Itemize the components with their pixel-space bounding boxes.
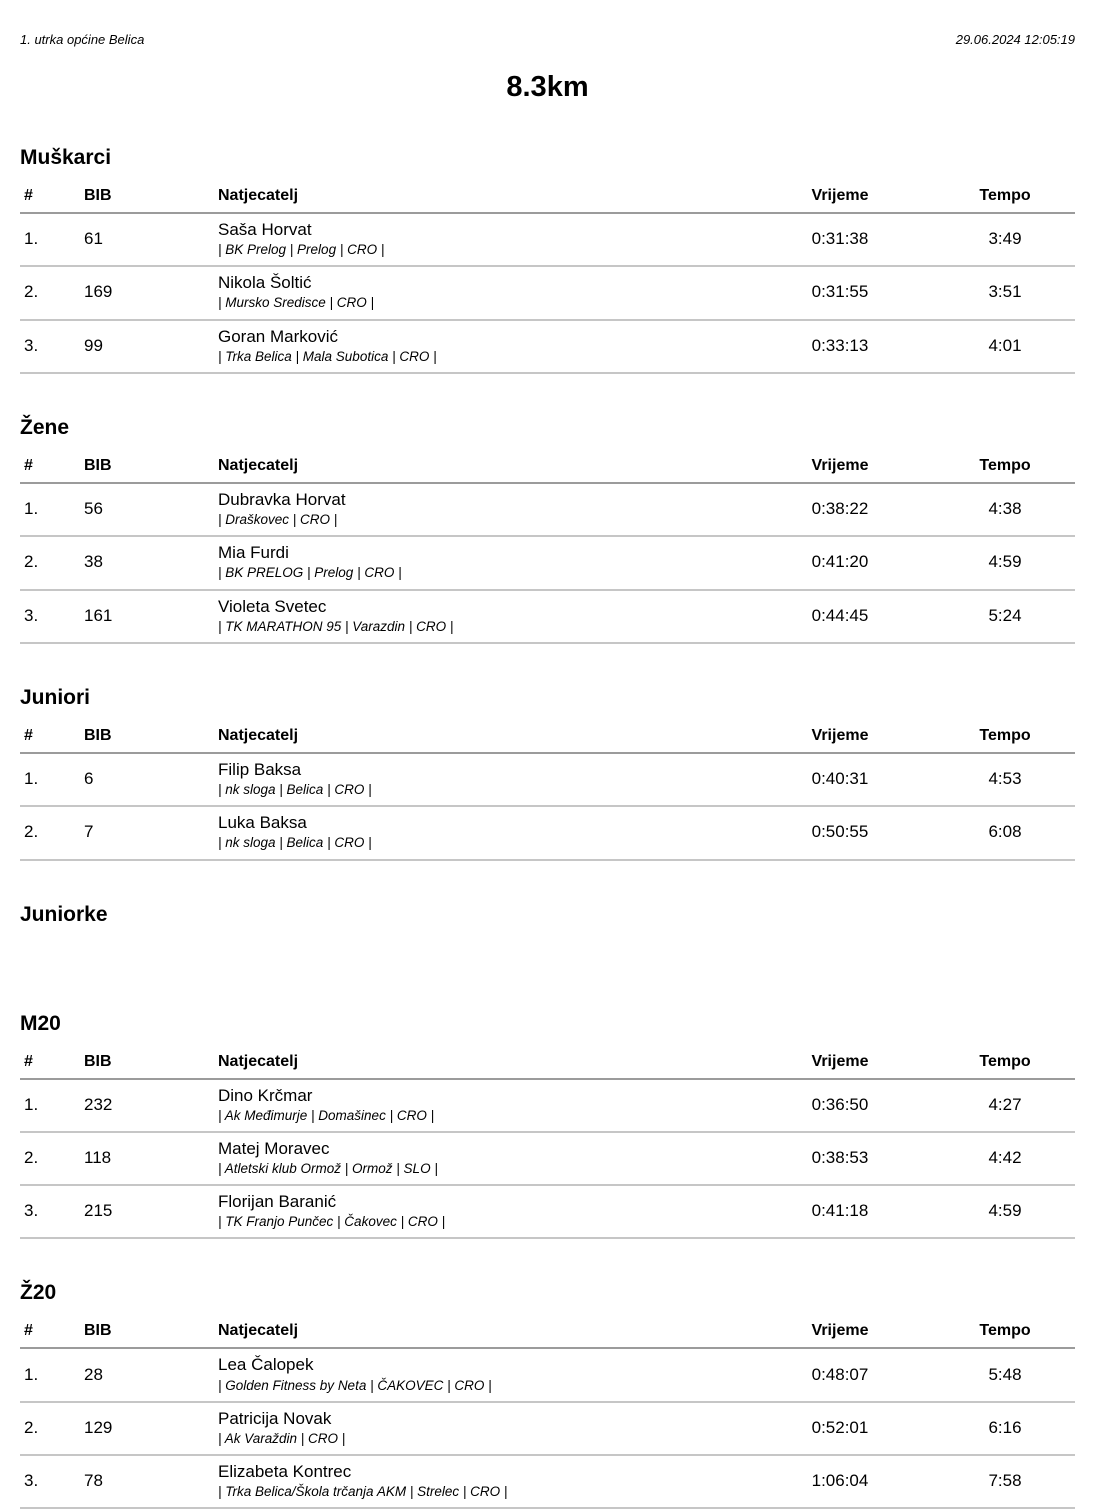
time-header: Vrijeme <box>745 1322 935 1348</box>
section-juniorke <box>20 903 1075 970</box>
pace-cell: 4:38 <box>935 483 1075 536</box>
section-heading: Žene <box>20 415 70 439</box>
pace-cell: 5:24 <box>935 590 1075 643</box>
time-cell: 0:52:01 <box>745 1402 935 1455</box>
bib-header: BIB <box>84 457 218 483</box>
section-z20 <box>20 1281 1075 1509</box>
bib-cell: 169 <box>84 266 218 319</box>
pace-header: Tempo <box>935 1322 1075 1348</box>
section-heading: Muškarci <box>20 146 112 169</box>
table-row <box>20 806 1075 859</box>
competitor-header: Natjecatelj <box>218 1322 745 1348</box>
pace-cell: 7:58 <box>935 1455 1075 1508</box>
competitor-cell <box>218 213 745 266</box>
pace-cell: 5:48 <box>935 1348 1075 1401</box>
time-header: Vrijeme <box>745 1053 935 1079</box>
table-row <box>20 1348 1075 1401</box>
competitor-club: | TK Franjo Punčec | Čakovec | CRO | <box>218 1214 446 1230</box>
results-table <box>20 187 1075 374</box>
competitor-name: Mia Furdi <box>218 543 289 563</box>
rank-header: # <box>20 1053 84 1079</box>
time-header: Vrijeme <box>745 457 935 483</box>
bib-header: BIB <box>84 1053 218 1079</box>
pace-cell: 4:59 <box>935 536 1075 589</box>
pace-cell: 3:51 <box>935 266 1075 319</box>
pace-header: Tempo <box>935 727 1075 753</box>
rank-cell: 2. <box>20 266 84 319</box>
rank-cell: 1. <box>20 483 84 536</box>
competitor-cell <box>218 320 745 373</box>
bib-cell: 99 <box>84 320 218 373</box>
competitor-name: Goran Marković <box>218 326 338 346</box>
competitor-club: | Ak Međimurje | Domašinec | CRO | <box>218 1107 435 1123</box>
rank-cell: 3. <box>20 590 84 643</box>
competitor-name: Florijan Baranić <box>218 1192 337 1212</box>
competitor-name: Violeta Svetec <box>218 596 327 616</box>
results-table <box>20 727 1075 861</box>
rank-cell: 3. <box>20 1455 84 1508</box>
time-cell: 0:50:55 <box>745 806 935 859</box>
competitor-name: Dino Krčmar <box>218 1085 313 1105</box>
rank-cell: 1. <box>20 1348 84 1401</box>
section-zene <box>20 416 1075 644</box>
competitor-cell <box>218 483 745 536</box>
competitor-cell <box>218 1348 745 1401</box>
section-muskarci <box>20 146 1075 374</box>
rank-cell: 1. <box>20 213 84 266</box>
table-header-row <box>20 727 1075 753</box>
rank-cell: 2. <box>20 536 84 589</box>
rank-cell: 3. <box>20 1185 84 1238</box>
results-table <box>20 1053 1075 1240</box>
competitor-cell <box>218 1132 745 1185</box>
bib-cell: 78 <box>84 1455 218 1508</box>
competitor-name: Dubravka Horvat <box>218 489 346 509</box>
competitor-name: Filip Baksa <box>218 759 302 779</box>
results <box>20 146 1075 1509</box>
time-cell: 0:33:13 <box>745 320 935 373</box>
table-header-row <box>20 187 1075 213</box>
rank-cell: 3. <box>20 320 84 373</box>
table-row <box>20 320 1075 373</box>
rank-cell: 2. <box>20 806 84 859</box>
competitor-club: | Trka Belica | Mala Subotica | CRO | <box>218 348 437 364</box>
bib-cell: 61 <box>84 213 218 266</box>
time-cell: 0:41:20 <box>745 536 935 589</box>
competitor-cell <box>218 266 745 319</box>
bib-header: BIB <box>84 727 218 753</box>
time-cell: 0:44:45 <box>745 590 935 643</box>
table-header-row <box>20 1322 1075 1348</box>
time-cell: 0:31:38 <box>745 213 935 266</box>
bib-cell: 6 <box>84 753 218 806</box>
pace-cell: 4:27 <box>935 1079 1075 1132</box>
table-row <box>20 1185 1075 1238</box>
print-timestamp: 29.06.2024 12:05:19 <box>955 32 1075 47</box>
time-cell: 0:41:18 <box>745 1185 935 1238</box>
competitor-club: | Draškovec | CRO | <box>218 512 338 528</box>
table-header-row <box>20 457 1075 483</box>
rank-header: # <box>20 1322 84 1348</box>
section-juniori <box>20 686 1075 861</box>
section-heading: Juniori <box>20 685 91 709</box>
time-header: Vrijeme <box>745 187 935 213</box>
time-header: Vrijeme <box>745 727 935 753</box>
competitor-cell <box>218 753 745 806</box>
results-table <box>20 457 1075 644</box>
competitor-club: | nk sloga | Belica | CRO | <box>218 781 372 797</box>
table-row <box>20 1079 1075 1132</box>
pace-cell: 6:08 <box>935 806 1075 859</box>
pace-header: Tempo <box>935 187 1075 213</box>
bib-cell: 56 <box>84 483 218 536</box>
competitor-cell <box>218 1402 745 1455</box>
competitor-club: | BK PRELOG | Prelog | CRO | <box>218 565 402 581</box>
pace-cell: 4:42 <box>935 1132 1075 1185</box>
pace-cell: 4:53 <box>935 753 1075 806</box>
competitor-header: Natjecatelj <box>218 727 745 753</box>
competitor-cell <box>218 1185 745 1238</box>
bib-cell: 7 <box>84 806 218 859</box>
competitor-club: | Trka Belica/Škola trčanja AKM | Strelec | CRO | <box>218 1484 508 1500</box>
competitor-cell <box>218 1079 745 1132</box>
competitor-club: | Mursko Sredisce | CRO | <box>218 295 375 311</box>
table-row <box>20 1132 1075 1185</box>
competitor-header: Natjecatelj <box>218 187 745 213</box>
competitor-club: | nk sloga | Belica | CRO | <box>218 835 372 851</box>
pace-header: Tempo <box>935 457 1075 483</box>
section-heading: M20 <box>20 1011 61 1035</box>
table-row <box>20 266 1075 319</box>
competitor-club: | Atletski klub Ormož | Ormož | SLO | <box>218 1160 438 1176</box>
pace-cell: 4:01 <box>935 320 1075 373</box>
rank-header: # <box>20 457 84 483</box>
bib-header: BIB <box>84 187 218 213</box>
time-cell: 1:06:04 <box>745 1455 935 1508</box>
rank-cell: 1. <box>20 1079 84 1132</box>
competitor-cell <box>218 536 745 589</box>
competitor-header: Natjecatelj <box>218 457 745 483</box>
table-row <box>20 753 1075 806</box>
section-m20 <box>20 1012 1075 1240</box>
pace-header: Tempo <box>935 1053 1075 1079</box>
competitor-club: | Ak Varaždin | CRO | <box>218 1430 346 1446</box>
competitor-name: Elizabeta Kontrec <box>218 1462 352 1482</box>
rank-cell: 2. <box>20 1402 84 1455</box>
table-row <box>20 1455 1075 1508</box>
rank-header: # <box>20 187 84 213</box>
time-cell: 0:38:53 <box>745 1132 935 1185</box>
page-title: 8.3km <box>506 71 589 103</box>
competitor-name: Patricija Novak <box>218 1408 332 1428</box>
bib-cell: 215 <box>84 1185 218 1238</box>
competitor-club: | Golden Fitness by Neta | ČAKOVEC | CRO | <box>218 1377 492 1393</box>
competitor-name: Matej Moravec <box>218 1138 330 1158</box>
section-heading: Juniorke <box>20 902 108 926</box>
table-row <box>20 590 1075 643</box>
document-header <box>20 32 1075 47</box>
section-heading: Ž20 <box>20 1281 57 1305</box>
competitor-cell <box>218 806 745 859</box>
table-row <box>20 483 1075 536</box>
bib-cell: 129 <box>84 1402 218 1455</box>
bib-cell: 232 <box>84 1079 218 1132</box>
time-cell: 0:36:50 <box>745 1079 935 1132</box>
time-cell: 0:38:22 <box>745 483 935 536</box>
table-row <box>20 1402 1075 1455</box>
bib-cell: 118 <box>84 1132 218 1185</box>
competitor-name: Luka Baksa <box>218 813 307 833</box>
competitor-name: Nikola Šoltić <box>218 273 312 293</box>
bib-header: BIB <box>84 1322 218 1348</box>
pace-cell: 4:59 <box>935 1185 1075 1238</box>
rank-cell: 2. <box>20 1132 84 1185</box>
bib-cell: 38 <box>84 536 218 589</box>
competitor-name: Saša Horvat <box>218 220 312 239</box>
pace-cell: 3:49 <box>935 213 1075 266</box>
time-cell: 0:48:07 <box>745 1348 935 1401</box>
results-table <box>20 1322 1075 1509</box>
rank-cell: 1. <box>20 753 84 806</box>
competitor-club: | TK MARATHON 95 | Varazdin | CRO | <box>218 618 454 634</box>
rank-header: # <box>20 727 84 753</box>
bib-cell: 161 <box>84 590 218 643</box>
event-name: 1. utrka općine Belica <box>20 32 145 47</box>
pace-cell: 6:16 <box>935 1402 1075 1455</box>
competitor-club: | BK Prelog | Prelog | CRO | <box>218 242 385 258</box>
table-row <box>20 536 1075 589</box>
competitor-name: Lea Čalopek <box>218 1355 314 1375</box>
competitor-header: Natjecatelj <box>218 1053 745 1079</box>
competitor-cell <box>218 1455 745 1508</box>
bib-cell: 28 <box>84 1348 218 1401</box>
table-row <box>20 213 1075 266</box>
time-cell: 0:40:31 <box>745 753 935 806</box>
competitor-cell <box>218 590 745 643</box>
time-cell: 0:31:55 <box>745 266 935 319</box>
table-header-row <box>20 1053 1075 1079</box>
